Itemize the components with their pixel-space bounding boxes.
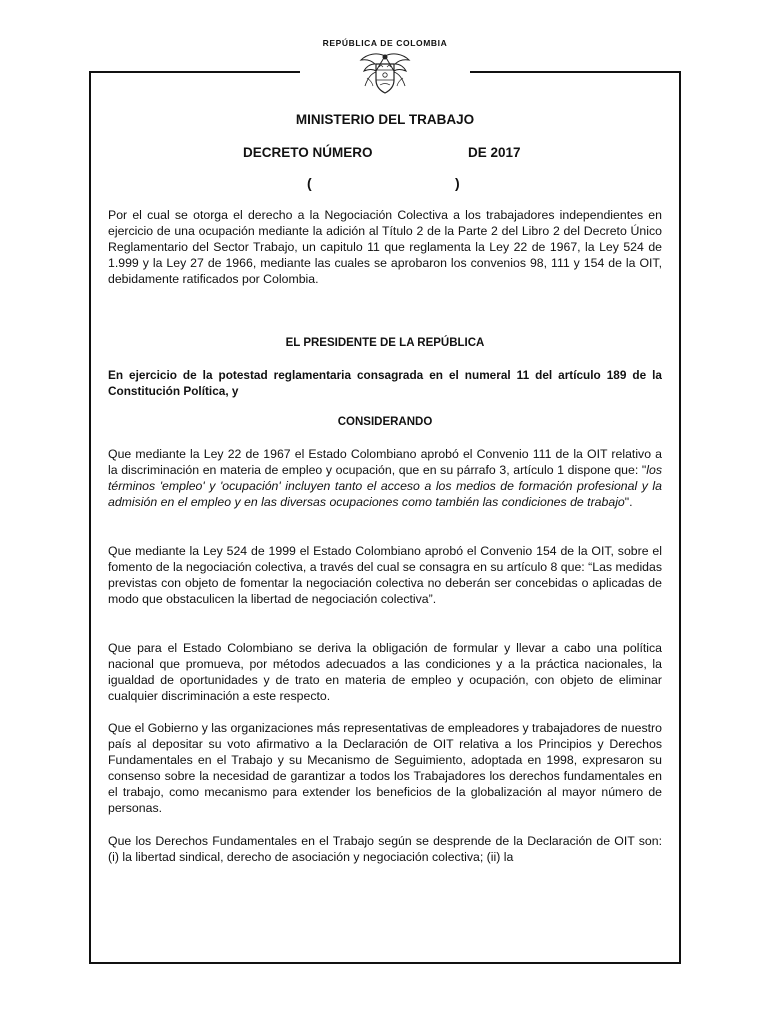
president-heading: EL PRESIDENTE DE LA REPÚBLICA bbox=[285, 337, 485, 349]
considerando-paragraph-4: Que el Gobierno y las organizaciones más representativas de empleadores y trabajadores de nuestro país al depositar su voto afirmativo a la Declaración de OIT relativa a los Principios y Derechos Fundamentales en el Trabajo y su Mecanismo de Seguimiento, adoptada en 1998, expresaron su consenso sobre la necesidad de garantizar a todos los Trabajadores los derechos fundamentales en el trabajo, como mecanismo para extender los beneficios de la globalización al mayor número de personas. bbox=[108, 721, 662, 815]
republic-heading: REPÚBLICA DE COLOMBIA bbox=[322, 38, 448, 48]
authority-paragraph: En ejercicio de la potestad reglamentaria consagrada en el numeral 11 del artículo 189 de la Constitución Política, y bbox=[108, 368, 662, 398]
frame-bottom bbox=[89, 962, 681, 964]
p1-intro: Que mediante la Ley 22 de 1967 el Estado Colombiano aprobó el Convenio 111 de la OIT relativo a la discriminación en materia de empleo y ocupación, que en su párrafo 3, artículo 1 dispone que: " bbox=[108, 447, 662, 477]
decree-summary: Por el cual se otorga el derecho a la Negociación Colectiva a los trabajadores independientes en ejercicio de una ocupación mediante la adición al Título 2 de la Parte 2 del Libro 2 del Decreto Único Reglamentario del Sector Trabajo, un capitulo 11 que reglamenta la Ley 22 de 1967, la Ley 524 de 1.999 y la Ley 27 de 1966, mediante las cuales se aprobaron los convenios 98, 111 y 154 de la OIT, debidamente ratificados por Colombia. bbox=[108, 208, 662, 286]
considerando-paragraph-3: Que para el Estado Colombiano se deriva la obligación de formular y llevar a cabo una política nacional que promueva, por métodos adecuados a las condiciones y a la práctica nacionales, la igualdad de oportunidades y de trato en materia de empleo y ocupación, con objeto de eliminar cualquier discriminación a este respecto. bbox=[108, 641, 662, 703]
frame-left bbox=[89, 71, 91, 964]
colombia-coat-of-arms-icon bbox=[355, 50, 415, 98]
p1-end: ". bbox=[624, 495, 633, 509]
p1-quote: los términos 'empleo' y 'ocupación' incluyen tanto el acceso a los medios de formación profesional y la admisión en el empleo y en las diversas ocupaciones como también las condiciones de trabajo bbox=[108, 463, 662, 509]
decree-year: DE 2017 bbox=[468, 145, 521, 160]
considering-heading: CONSIDERANDO bbox=[337, 416, 433, 428]
considerando-paragraph-2: Que mediante la Ley 524 de 1999 el Estado Colombiano aprobó el Convenio 154 de la OIT, sobre el fomento de la negociación colectiva, a través del cual se consagra en su artículo 8 que: “Las medidas previstas con objeto de fomentar la negociación colectiva no deberán ser concebidas o aplicadas de modo que obstaculicen la libertad de negociación colectiva”. bbox=[108, 544, 662, 606]
frame-top-left bbox=[89, 71, 300, 73]
decree-number-label: DECRETO NÚMERO bbox=[243, 145, 373, 160]
considerando-paragraph-5: Que los Derechos Fundamentales en el Trabajo según se desprende de la Declaración de OIT son: (i) la libertad sindical, derecho de asociación y negociación colectiva; (ii) la bbox=[108, 834, 662, 864]
decree-paren-close: ) bbox=[455, 175, 460, 191]
considerando-paragraph-1 bbox=[108, 446, 662, 510]
frame-right bbox=[679, 71, 681, 964]
decree-paren-open: ( bbox=[307, 175, 312, 191]
ministry-title: MINISTERIO DEL TRABAJO bbox=[295, 112, 475, 127]
frame-top-right bbox=[470, 71, 681, 73]
